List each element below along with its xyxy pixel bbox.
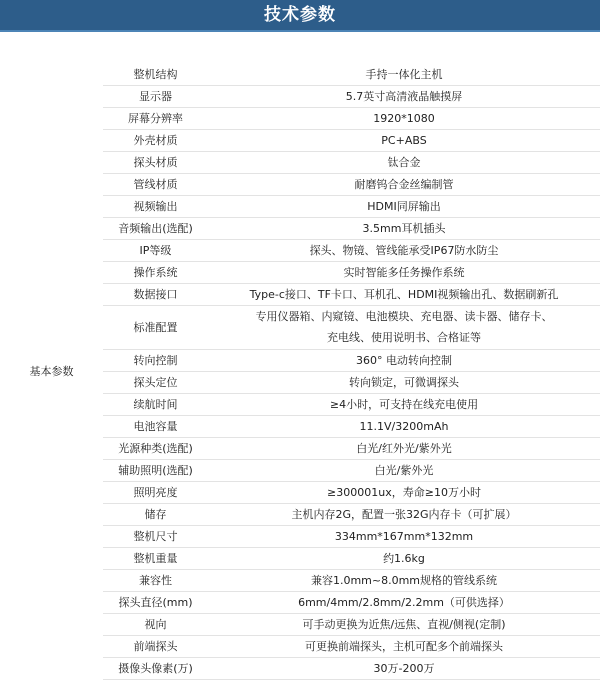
spec-name: 视频输出 xyxy=(103,195,208,217)
spec-value: PC+ABS xyxy=(208,129,600,151)
spec-value: 实时智能多任务操作系统 xyxy=(208,261,600,283)
spec-value: Type-c接口、TF卡口、耳机孔、HDMI视频输出孔、数据刷新孔 xyxy=(208,283,600,305)
spec-value: 兼容1.0mm~8.0mm规格的管线系统 xyxy=(208,569,600,591)
spec-name: 视向 xyxy=(103,613,208,635)
spec-name: 光源种类(选配) xyxy=(103,437,208,459)
spec-value: 可更换前端探头，主机可配多个前端探头 xyxy=(208,635,600,657)
spec-name: 显示器 xyxy=(103,85,208,107)
spec-name: 操作系统 xyxy=(103,261,208,283)
spec-value: 5.7英寸高清液晶触摸屏 xyxy=(208,85,600,107)
spec-name: 整机尺寸 xyxy=(103,525,208,547)
spec-name: 整机重量 xyxy=(103,547,208,569)
spec-name: 屏幕分辨率 xyxy=(103,107,208,129)
spec-value: ≥300001ux，寿命≥10万小时 xyxy=(208,481,600,503)
group-label: 基本参数 xyxy=(29,365,74,378)
spec-name: 探头材质 xyxy=(103,151,208,173)
spec-name: 外壳材质 xyxy=(103,129,208,151)
table-row xyxy=(0,63,600,85)
spec-value: 探头、物镜、管线能承受IP67防水防尘 xyxy=(208,239,600,261)
spec-value: 11.1V/3200mAh xyxy=(208,415,600,437)
spec-name: 辅助照明(选配) xyxy=(103,459,208,481)
spec-name: 管线材质 xyxy=(103,173,208,195)
spec-name: 数据接口 xyxy=(103,283,208,305)
spec-name: 探头定位 xyxy=(103,371,208,393)
spec-name: IP等级 xyxy=(103,239,208,261)
spec-value-line: 专用仪器箱、内窥镜、电池模块、充电器、读卡器、储存卡、 xyxy=(255,310,553,323)
spec-value: 主机内存2G，配置一张32G内存卡（可扩展） xyxy=(208,503,600,525)
spec-value: 30万-200万 xyxy=(208,657,600,679)
spec-value: 334mm*167mm*132mm xyxy=(208,525,600,547)
spec-name: 兼容性 xyxy=(103,569,208,591)
spec-value: 3.5mm耳机插头 xyxy=(208,217,600,239)
spec-value: 约1.6kg xyxy=(208,547,600,569)
spec-name: 储存 xyxy=(103,503,208,525)
spec-value: 白光/红外光/紫外光 xyxy=(208,437,600,459)
spec-value: 钛合金 xyxy=(208,151,600,173)
spec-name: 照明亮度 xyxy=(103,481,208,503)
spec-value: 6mm/4mm/2.8mm/2.2mm（可供选择） xyxy=(208,591,600,613)
spec-name: 续航时间 xyxy=(103,393,208,415)
spec-name: 探头直径(mm) xyxy=(103,591,208,613)
spec-table xyxy=(0,63,600,680)
spec-value xyxy=(208,305,600,349)
spec-value: 1920*1080 xyxy=(208,107,600,129)
spec-value: 转向锁定，可微调探头 xyxy=(208,371,600,393)
spec-value: HDMI同屏输出 xyxy=(208,195,600,217)
spec-value: 白光/紫外光 xyxy=(208,459,600,481)
spec-value: ≥4小时，可支持在线充电使用 xyxy=(208,393,600,415)
spec-name: 转向控制 xyxy=(103,349,208,371)
page-title: 技术参数 xyxy=(264,5,336,25)
header-bar xyxy=(0,0,600,32)
spec-name: 标准配置 xyxy=(103,305,208,349)
spec-value: 360° 电动转向控制 xyxy=(208,349,600,371)
spec-value: 可手动更换为近焦/远焦、直视/侧视(定制) xyxy=(208,613,600,635)
spec-name: 前端探头 xyxy=(103,635,208,657)
spec-name: 整机结构 xyxy=(103,63,208,85)
spec-name: 音频输出(选配) xyxy=(103,217,208,239)
spec-table-body xyxy=(0,63,600,679)
spec-value: 耐磨钨合金丝编制管 xyxy=(208,173,600,195)
spec-name: 电池容量 xyxy=(103,415,208,437)
spec-name: 摄像头像素(万) xyxy=(103,657,208,679)
spec-value-line: 充电线、使用说明书、合格证等 xyxy=(327,331,481,344)
spec-value: 手持一体化主机 xyxy=(208,63,600,85)
